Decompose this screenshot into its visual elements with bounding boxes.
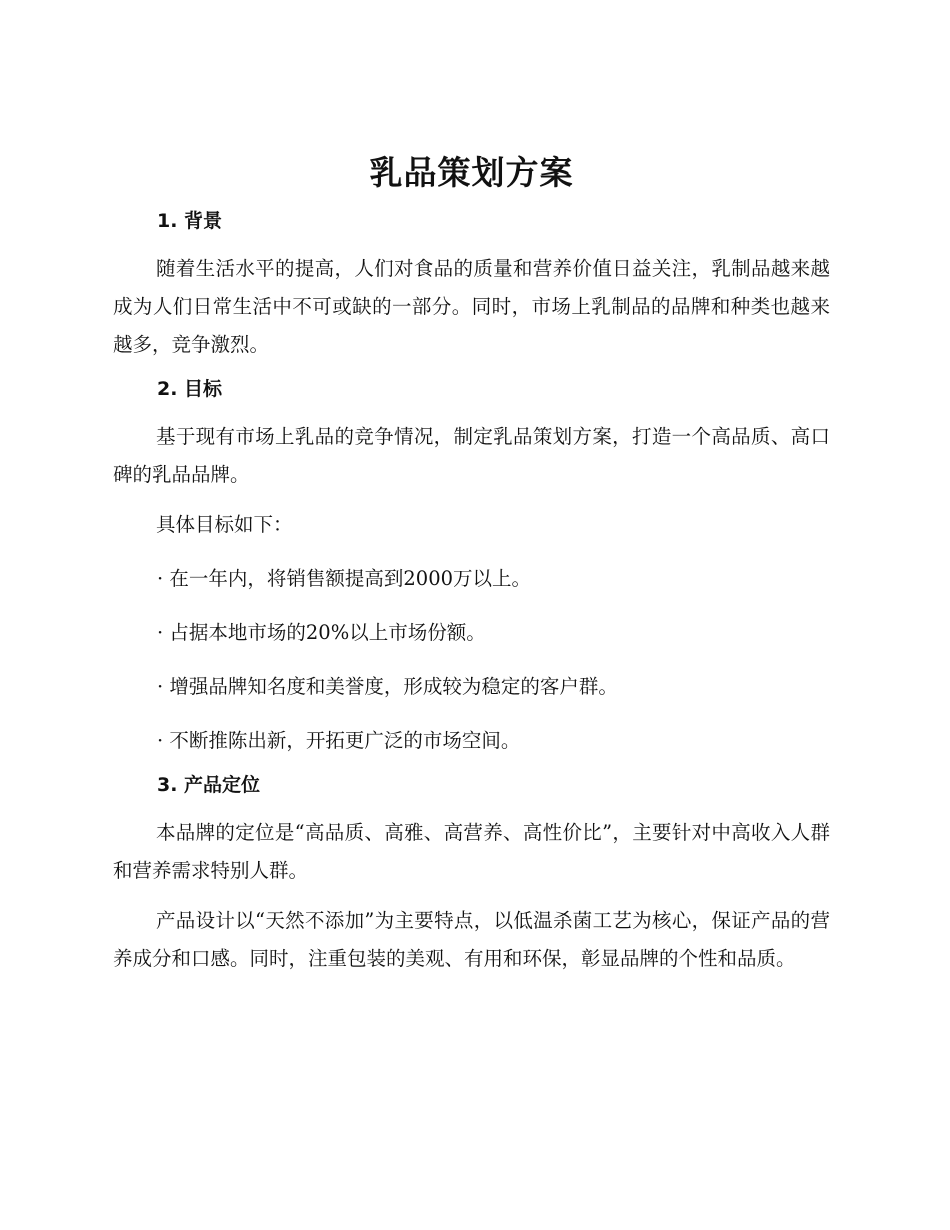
paragraph-goals-list-lead: 具体目标如下： bbox=[156, 513, 293, 536]
section-heading-background: 1. 背景 bbox=[157, 210, 223, 232]
paragraph-background: 随着生活水平的提高，人们对食品的质量和营养价值日益关注，乳制品越来越成为人们日常生活中不可或缺的一部分。同时，市场上乳制品的品牌和种类也越来越多，竞争激烈。 bbox=[113, 257, 830, 356]
goal-bullet-sales: · 在一年内，将销售额提高到2000万以上。 bbox=[157, 567, 532, 590]
document-body bbox=[113, 150, 830, 978]
paragraph-goals-intro: 基于现有市场上乳品的竞争情况，制定乳品策划方案，打造一个高品质、高口碑的乳品品牌。 bbox=[113, 425, 830, 486]
paragraph-product-design: 产品设计以“天然不添加”为主要特点，以低温杀菌工艺为核心，保证产品的营养成分和口感。同时，注重包装的美观、有用和环保，彰显品牌的个性和品质。 bbox=[113, 909, 830, 970]
paragraph-positioning: 本品牌的定位是“高品质、高雅、高营养、高性价比”，主要针对中高收入人群和营养需求特别人群。 bbox=[113, 821, 830, 882]
goal-bullet-market-share: · 占据本地市场的20%以上市场份额。 bbox=[157, 621, 486, 644]
goal-bullet-brand: · 增强品牌知名度和美誉度，形成较为稳定的客户群。 bbox=[157, 675, 618, 698]
section-heading-goals: 2. 目标 bbox=[157, 378, 223, 400]
document-title: 乳品策划方案 bbox=[369, 153, 574, 192]
goal-bullet-innovation: · 不断推陈出新，开拓更广泛的市场空间。 bbox=[157, 729, 521, 752]
section-heading-positioning: 3. 产品定位 bbox=[157, 774, 261, 796]
